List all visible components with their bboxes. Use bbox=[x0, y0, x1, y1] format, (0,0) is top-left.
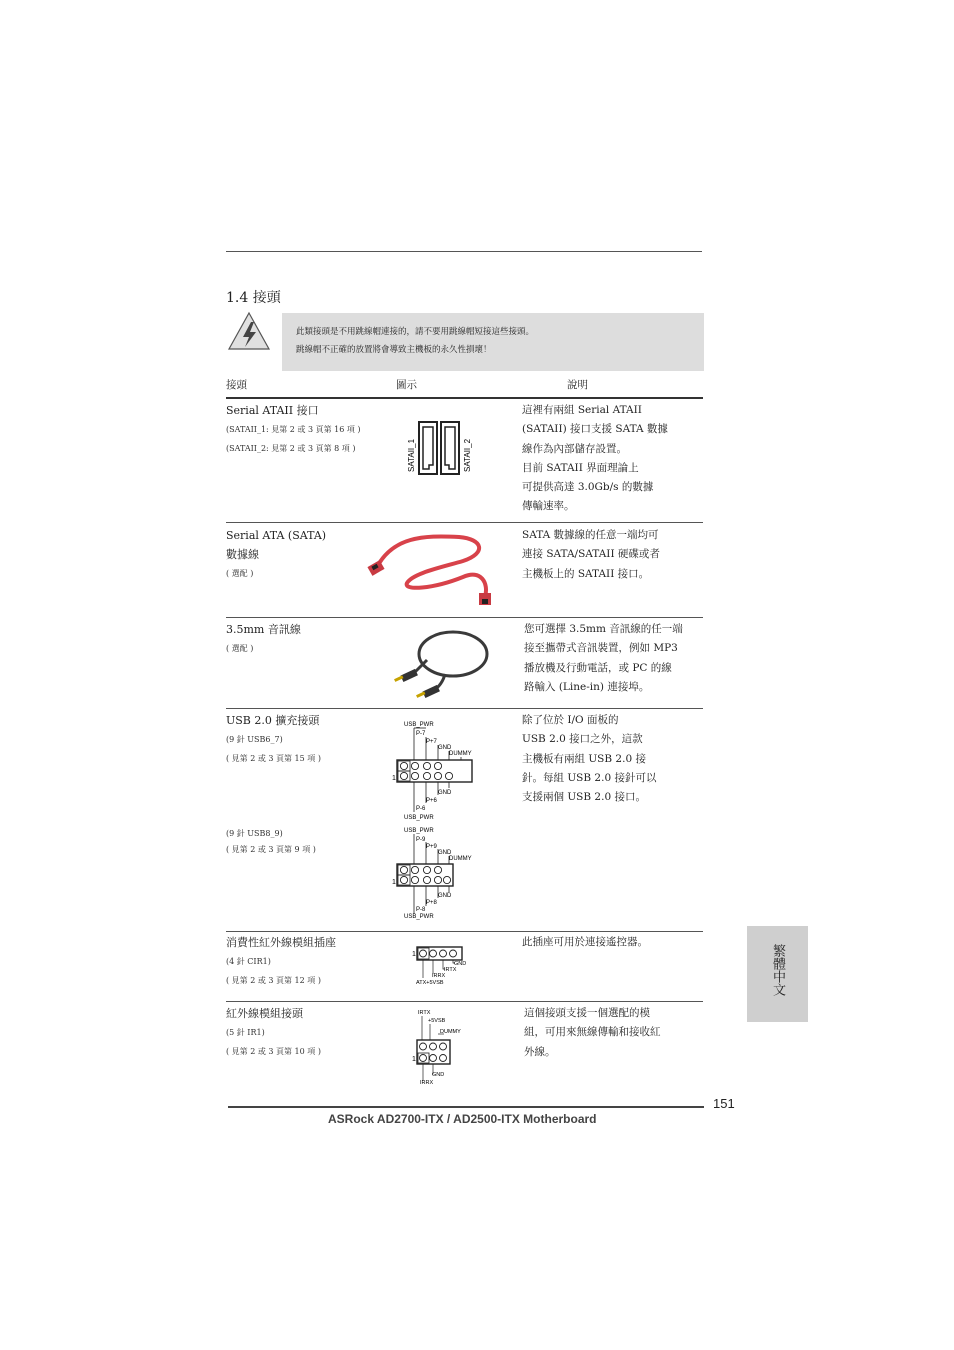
section-title: 1.4 接頭 bbox=[226, 290, 281, 306]
ir-name: 紅外線模組接頭 bbox=[226, 1007, 303, 1020]
cir-label-irrx: IRRX bbox=[432, 973, 446, 979]
warning-line-2: 跳線帽不正確的放置將會導致主機板的永久性損壞！ bbox=[296, 345, 492, 355]
footer-rule bbox=[228, 1106, 704, 1108]
header-description: 說明 bbox=[567, 379, 588, 391]
audio-cable-note: ( 選配 ) bbox=[226, 644, 254, 653]
ir-label-pin1: 1 bbox=[412, 1056, 416, 1063]
usb-name: USB 2.0 擴充接頭 bbox=[226, 714, 320, 727]
sata2-note-1: (SATAII_1: 見第 2 或 3 頁第 16 項 ) bbox=[226, 425, 361, 434]
warning-icon bbox=[226, 310, 272, 356]
usb2-label-p-plus: P+9 bbox=[426, 844, 437, 850]
audio-cable-image bbox=[393, 620, 493, 710]
usb-note-4: ( 見第 2 或 3 頁第 9 項 ) bbox=[226, 845, 316, 854]
cir-description: 此插座可用於連接遙控器。 bbox=[522, 936, 648, 948]
usb-header-diagram-2 bbox=[392, 822, 482, 926]
usb1-label-usb-pwr-top: USB_PWR bbox=[404, 722, 434, 728]
usb1-label-p-minus: P-7 bbox=[416, 731, 426, 737]
header-figure: 圖示 bbox=[396, 379, 417, 391]
warning-box bbox=[282, 313, 704, 371]
usb2-label-usb-pwr-top: USB_PWR bbox=[404, 828, 434, 834]
sata2-label-1: SATAII_1 bbox=[407, 438, 416, 472]
usb-note-3: (9 針 USB8_9) bbox=[226, 829, 283, 838]
usb1-label-pin1: 1 bbox=[392, 775, 396, 782]
usb2-label-p-minus-b: P-8 bbox=[416, 907, 426, 913]
row-rule-3 bbox=[226, 708, 703, 709]
top-rule bbox=[226, 251, 702, 252]
usb1-label-p-plus-b: P+6 bbox=[426, 798, 437, 804]
cir-note-2: ( 見第 2 或 3 頁第 12 項 ) bbox=[226, 976, 321, 985]
ir-label-gnd: GND bbox=[432, 1072, 445, 1078]
ir-note-1: (5 針 IR1) bbox=[226, 1028, 265, 1037]
language-tab bbox=[747, 926, 808, 1022]
ir-label-irtx: IRTX bbox=[418, 1010, 431, 1016]
language-tab-label: 繁體中文 bbox=[770, 944, 785, 996]
cir-label-pin1: 1 bbox=[412, 951, 416, 958]
warning-line-1: 此類接頭是不用跳線帽連接的，請不要用跳線帽短接這些接頭。 bbox=[296, 327, 535, 337]
usb1-label-gnd-bottom: GND bbox=[438, 790, 452, 796]
cir-note-1: (4 針 CIR1) bbox=[226, 957, 271, 966]
page-number: 151 bbox=[713, 1096, 735, 1111]
usb-header-diagram-1 bbox=[392, 716, 482, 826]
row-rule-4 bbox=[226, 931, 703, 932]
usb-note-1: (9 針 USB6_7) bbox=[226, 735, 283, 744]
sata2-name: Serial ATAII 接口 bbox=[226, 404, 319, 417]
sata-cable-note: ( 選配 ) bbox=[226, 569, 254, 578]
cir-name: 消費性紅外線模組插座 bbox=[226, 936, 336, 949]
usb1-label-p-minus-b: P-6 bbox=[416, 806, 426, 812]
sata-cable-name-2: 數據線 bbox=[226, 548, 259, 561]
usb1-label-dummy: DUMMY bbox=[449, 751, 472, 757]
ir-label-irrx: IRRX bbox=[420, 1080, 434, 1086]
sata-cable-description: SATA 數據線的任意一端均可 連接 SATA/SATAII 硬碟或者 主機板上的 SATAII 接口。 bbox=[522, 529, 660, 580]
sata2-diagram bbox=[402, 418, 476, 482]
usb2-label-p-minus: P-9 bbox=[416, 837, 426, 843]
sata-cable-name: Serial ATA (SATA) bbox=[226, 529, 327, 542]
sata2-connector-1 bbox=[419, 422, 437, 474]
sata2-description: 這裡有兩組 Serial ATAII (SATAII) 接口支援 SATA 數據 線作為內部儲存設置。 目前 SATAII 界面理論上 可提供高達 3.0Gb/s 的數據 傳輸速率。 bbox=[522, 404, 668, 513]
ir-note-2: ( 見第 2 或 3 頁第 10 項 ) bbox=[226, 1047, 321, 1056]
ir-label-dummy: DUMMY bbox=[440, 1029, 461, 1035]
header-connector: 接頭 bbox=[226, 379, 247, 391]
ir-description: 這個接頭支援一個選配的模 組，可用來無線傳輸和接收紅 外線。 bbox=[524, 1007, 661, 1058]
sata2-note-2: (SATAII_2: 見第 2 或 3 頁第 8 項 ) bbox=[226, 444, 356, 453]
ir-diagram bbox=[412, 1006, 482, 1092]
cir-diagram bbox=[412, 944, 482, 994]
cir-label-gnd: GND bbox=[454, 961, 467, 967]
ir-label-vsb: +5VSB bbox=[428, 1018, 446, 1024]
usb1-label-p-plus: P+7 bbox=[426, 739, 437, 745]
sata-cable-image bbox=[363, 527, 503, 613]
usb2-label-usb-pwr-bottom: USB_PWR bbox=[404, 914, 434, 920]
cir-label-atx: ATX+5VSB bbox=[416, 980, 444, 986]
usb2-label-pin1: 1 bbox=[392, 879, 396, 886]
usb2-label-p-plus-b: P+8 bbox=[426, 900, 437, 906]
row-rule-2 bbox=[226, 617, 703, 618]
usb1-label-gnd-top: GND bbox=[438, 745, 452, 751]
usb-description: 除了位於 I/O 面板的 USB 2.0 接口之外，這款 主機板有兩組 USB 2.0 接 針。每組 USB 2.0 接針可以 支援兩個 USB 2.0 接口。 bbox=[522, 714, 657, 804]
footer-product: ASRock AD2700-ITX / AD2500-ITX Motherboard bbox=[328, 1112, 597, 1126]
header-rule bbox=[226, 397, 703, 399]
row-rule-5 bbox=[226, 1001, 703, 1002]
sata2-label-2: SATAII_2 bbox=[463, 438, 472, 472]
audio-cable-name: 3.5mm 音訊線 bbox=[226, 623, 301, 636]
sata2-connector-2 bbox=[441, 422, 459, 474]
usb2-label-dummy: DUMMY bbox=[449, 856, 472, 862]
audio-cable-description: 您可選擇 3.5mm 音訊線的任一端 接至攜帶式音訊裝置，例如 MP3 播放機及行動電話，或 PC 的線 路輸入 (Line-in) 連接埠。 bbox=[524, 623, 683, 693]
usb2-label-gnd-top: GND bbox=[438, 850, 452, 856]
usb1-label-usb-pwr-bottom: USB_PWR bbox=[404, 815, 434, 821]
row-rule-1 bbox=[226, 522, 703, 523]
usb-note-2: ( 見第 2 或 3 頁第 15 項 ) bbox=[226, 754, 321, 763]
cir-label-irtx: IRTX bbox=[444, 967, 457, 973]
usb2-label-gnd-bottom: GND bbox=[438, 893, 452, 899]
